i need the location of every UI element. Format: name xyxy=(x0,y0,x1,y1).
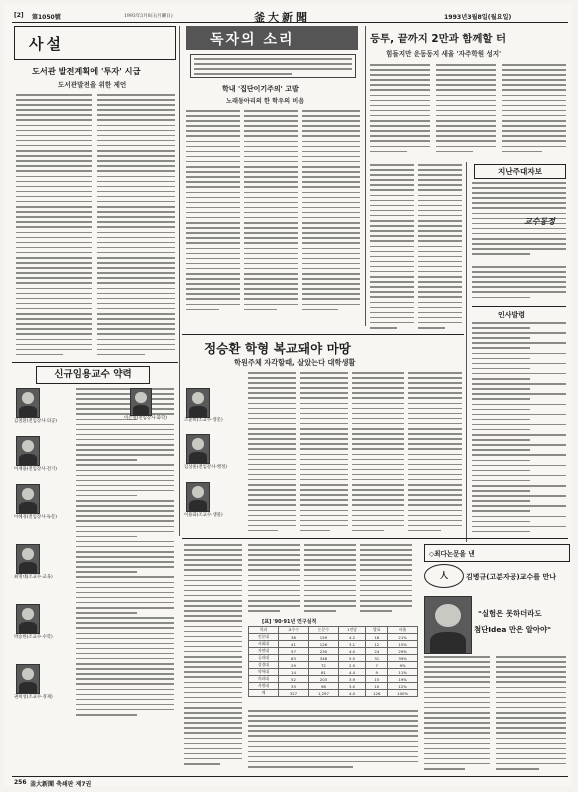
editorial-text xyxy=(16,94,92,356)
faculty-name: 조윤희(조교수·영문) xyxy=(184,418,223,423)
reader-voice-text xyxy=(244,110,298,310)
faculty-name: 김철환(전임강사·의공) xyxy=(14,419,57,424)
table-row xyxy=(249,634,418,641)
table-cell: 18 xyxy=(366,634,388,641)
table-cell: 15% xyxy=(388,641,418,648)
table-cell: 100% xyxy=(388,690,418,697)
main-story-subhead: 힘들지만 운동동지 새울 '자주학원 성지' xyxy=(386,50,502,58)
side-column-title: 지난주대자보 xyxy=(474,164,566,179)
header-date: 1993년3월8일(월요일) xyxy=(444,14,512,21)
faculty-name: 이재용(전임강사·전기) xyxy=(14,467,57,472)
faculty-photo xyxy=(186,388,210,418)
table-cell: 29 xyxy=(278,662,308,669)
table-cell: 의과대 xyxy=(249,676,279,683)
article-text xyxy=(248,544,300,614)
footer-page: 256 xyxy=(14,779,27,786)
meta-line: 1993年3月8日(月曜日) xyxy=(124,14,173,19)
header-rule xyxy=(12,22,568,23)
divider xyxy=(466,162,467,542)
table-row xyxy=(249,655,418,662)
table-cell: 52 xyxy=(278,676,308,683)
lead-text xyxy=(300,372,348,532)
table-cell: 126 xyxy=(366,690,388,697)
faculty-photo xyxy=(16,664,40,694)
table-cell: 4.0 xyxy=(338,648,365,655)
faculty-name: 김상훈(전임강사·행정) xyxy=(184,465,227,470)
lead-text xyxy=(248,372,296,532)
interview-title: 김병규(고분자공)교수를 만나 xyxy=(466,573,556,581)
masthead: 釜大新聞 xyxy=(254,11,310,24)
table-cell: 159 xyxy=(308,634,338,641)
editorial-section: 사설 xyxy=(29,35,64,53)
table-header: 논문수 xyxy=(308,627,338,634)
table-cell: 3.0 xyxy=(338,683,365,690)
table-cell: 41 xyxy=(278,641,308,648)
table-cell: 39% xyxy=(388,655,418,662)
lead-text xyxy=(352,372,404,532)
table-cell: 31 xyxy=(366,655,388,662)
main-story-text xyxy=(418,164,462,332)
table-cell: 29% xyxy=(388,648,418,655)
table-cell: 230 xyxy=(308,648,338,655)
table-cell: 19% xyxy=(388,676,418,683)
faculty-name: 이혜경(전임강사·독문) xyxy=(14,515,57,520)
table-row xyxy=(249,641,418,648)
table-cell: 21% xyxy=(388,634,418,641)
table-cell: 사회대 xyxy=(249,641,279,648)
table-cell: 9% xyxy=(388,662,418,669)
editorial-subhead: 도서관발전을 위한 제언 xyxy=(58,81,127,89)
divider xyxy=(472,306,566,307)
table-caption: [표] '90·91년 연구실적 xyxy=(262,619,317,625)
divider xyxy=(12,362,178,363)
table-row xyxy=(249,669,418,676)
table-row xyxy=(249,690,418,697)
table-cell: 공과대 xyxy=(249,655,279,662)
interview-quote: "실험은 못하더라도 xyxy=(478,609,542,618)
reader-voice-notice xyxy=(190,54,356,78)
faculty-news-badge: 교수동정 xyxy=(524,217,555,226)
faculty-photo xyxy=(16,604,40,634)
table-cell: 사범대 xyxy=(249,683,279,690)
interview-photo xyxy=(424,596,472,654)
lead-headline: 정승환 학형 복교돼야 마땅 xyxy=(204,341,351,356)
table-header: 발표 xyxy=(366,627,388,634)
faculty-bios xyxy=(76,388,174,728)
research-table xyxy=(248,626,418,697)
faculty-photo xyxy=(16,544,40,574)
table-cell: 4.0 xyxy=(338,690,365,697)
main-story-text xyxy=(502,64,566,160)
table-cell: 2.5 xyxy=(338,662,365,669)
table-cell: 1,297 xyxy=(308,690,338,697)
table-cell: 24 xyxy=(366,648,388,655)
interview-label: ◇최다논문을 낸 xyxy=(429,550,475,558)
faculty-name: 이용화(조교수·생물) xyxy=(184,513,223,518)
table-header: 1인당 xyxy=(338,627,365,634)
faculty-photo xyxy=(130,388,152,416)
table-row xyxy=(249,683,418,690)
divider xyxy=(182,334,464,335)
table-cell: 5.5 xyxy=(338,655,365,662)
lead-text xyxy=(408,372,462,532)
editorial-text xyxy=(97,94,175,356)
table-cell: 327 xyxy=(278,690,308,697)
interview-quote: 첨단Idea 만은 알아야" xyxy=(474,625,552,634)
table-cell: 61 xyxy=(308,669,338,676)
faculty-photo xyxy=(16,436,40,466)
faculty-photo xyxy=(16,484,40,514)
table-cell: 348 xyxy=(308,655,338,662)
table-header: 비율 xyxy=(388,627,418,634)
footer-rule xyxy=(12,776,568,777)
issue-number: 第1050號 xyxy=(32,14,61,21)
divider xyxy=(182,538,568,539)
faculty-name: 이은영(전임강사·화학) xyxy=(124,416,167,421)
table-cell: 98 xyxy=(308,683,338,690)
faculty-photo xyxy=(16,388,40,418)
table-header-row xyxy=(249,627,418,634)
table-header: 교수수 xyxy=(278,627,308,634)
reader-voice-text xyxy=(186,110,240,310)
table-cell: 4.2 xyxy=(338,634,365,641)
table-cell: 자연대 xyxy=(249,648,279,655)
divider xyxy=(179,26,180,536)
reader-voice-text xyxy=(302,110,360,310)
footer-text: 釜大新聞 축쇄판 제7권 xyxy=(30,781,92,788)
new-faculty-title: 신규임용교수 약력 xyxy=(36,366,150,384)
article-text xyxy=(184,544,242,772)
table-cell: 4.4 xyxy=(338,669,365,676)
reader-voice-subtitle: 노래동아리의 한 학우의 비음 xyxy=(226,98,305,105)
faculty-photo xyxy=(186,434,210,464)
table-cell: 인문대 xyxy=(249,634,279,641)
table-cell: 33 xyxy=(278,683,308,690)
table-cell: 3.1 xyxy=(338,641,365,648)
table-cell: 126 xyxy=(308,641,338,648)
table-cell: 7 xyxy=(366,662,388,669)
table-cell: 203 xyxy=(308,676,338,683)
main-story-text xyxy=(370,164,414,332)
article-text xyxy=(248,710,418,774)
table-cell: 계 xyxy=(249,690,279,697)
interview-logo: 人 xyxy=(424,564,464,588)
article-text xyxy=(304,544,356,614)
article-text xyxy=(360,544,412,614)
faculty-name: 권희성(조교수·경제) xyxy=(14,695,53,700)
table-cell: 14 xyxy=(278,669,308,676)
page-number: [2] xyxy=(14,12,24,19)
interview-text xyxy=(424,656,490,774)
editorial-box xyxy=(14,26,176,60)
table-cell: 11% xyxy=(388,669,418,676)
table-cell: 57 xyxy=(278,648,308,655)
personnel-title: 인사발령 xyxy=(498,311,526,319)
table-cell: 9 xyxy=(366,669,388,676)
table-cell: 38 xyxy=(278,634,308,641)
main-story-text xyxy=(436,64,496,160)
main-story-headline: 등투, 끝까지 2만과 함께할 터 xyxy=(370,33,507,45)
table-row xyxy=(249,662,418,669)
faculty-name: 박승한(조교수·수학) xyxy=(14,635,53,640)
table-cell: 72 xyxy=(308,662,338,669)
divider xyxy=(365,26,366,326)
reader-voice-banner xyxy=(186,26,358,50)
table-cell: 약학대 xyxy=(249,669,279,676)
faculty-photo xyxy=(186,482,210,512)
table-row xyxy=(249,676,418,683)
editorial-headline: 도서관 발전계획에 '투자' 시급 xyxy=(32,66,141,76)
table-body xyxy=(249,634,418,697)
table-cell: 12% xyxy=(388,683,418,690)
main-story-text xyxy=(370,64,430,160)
faculty-name: 최명대(조교수·교육) xyxy=(14,575,53,580)
lead-subhead: 학원주체 자각할때, 살았는다 대학생활 xyxy=(234,358,356,367)
table-cell: 3.9 xyxy=(338,676,365,683)
side-column-text xyxy=(472,266,566,304)
table-cell: 상경대 xyxy=(249,662,279,669)
interview-label-box xyxy=(424,544,570,562)
interview-text xyxy=(496,656,566,774)
table-cell: 63 xyxy=(278,655,308,662)
table-cell: 12 xyxy=(366,641,388,648)
table-cell: 10 xyxy=(366,683,388,690)
table-cell: 15 xyxy=(366,676,388,683)
personnel-list xyxy=(472,322,566,532)
reader-voice-section: 독자의 소리 xyxy=(210,32,295,48)
table-header: 학과 xyxy=(249,627,279,634)
table-row xyxy=(249,648,418,655)
newspaper-page xyxy=(4,4,572,786)
reader-voice-title: 학내 '집단이기주의' 고발 xyxy=(222,85,299,93)
